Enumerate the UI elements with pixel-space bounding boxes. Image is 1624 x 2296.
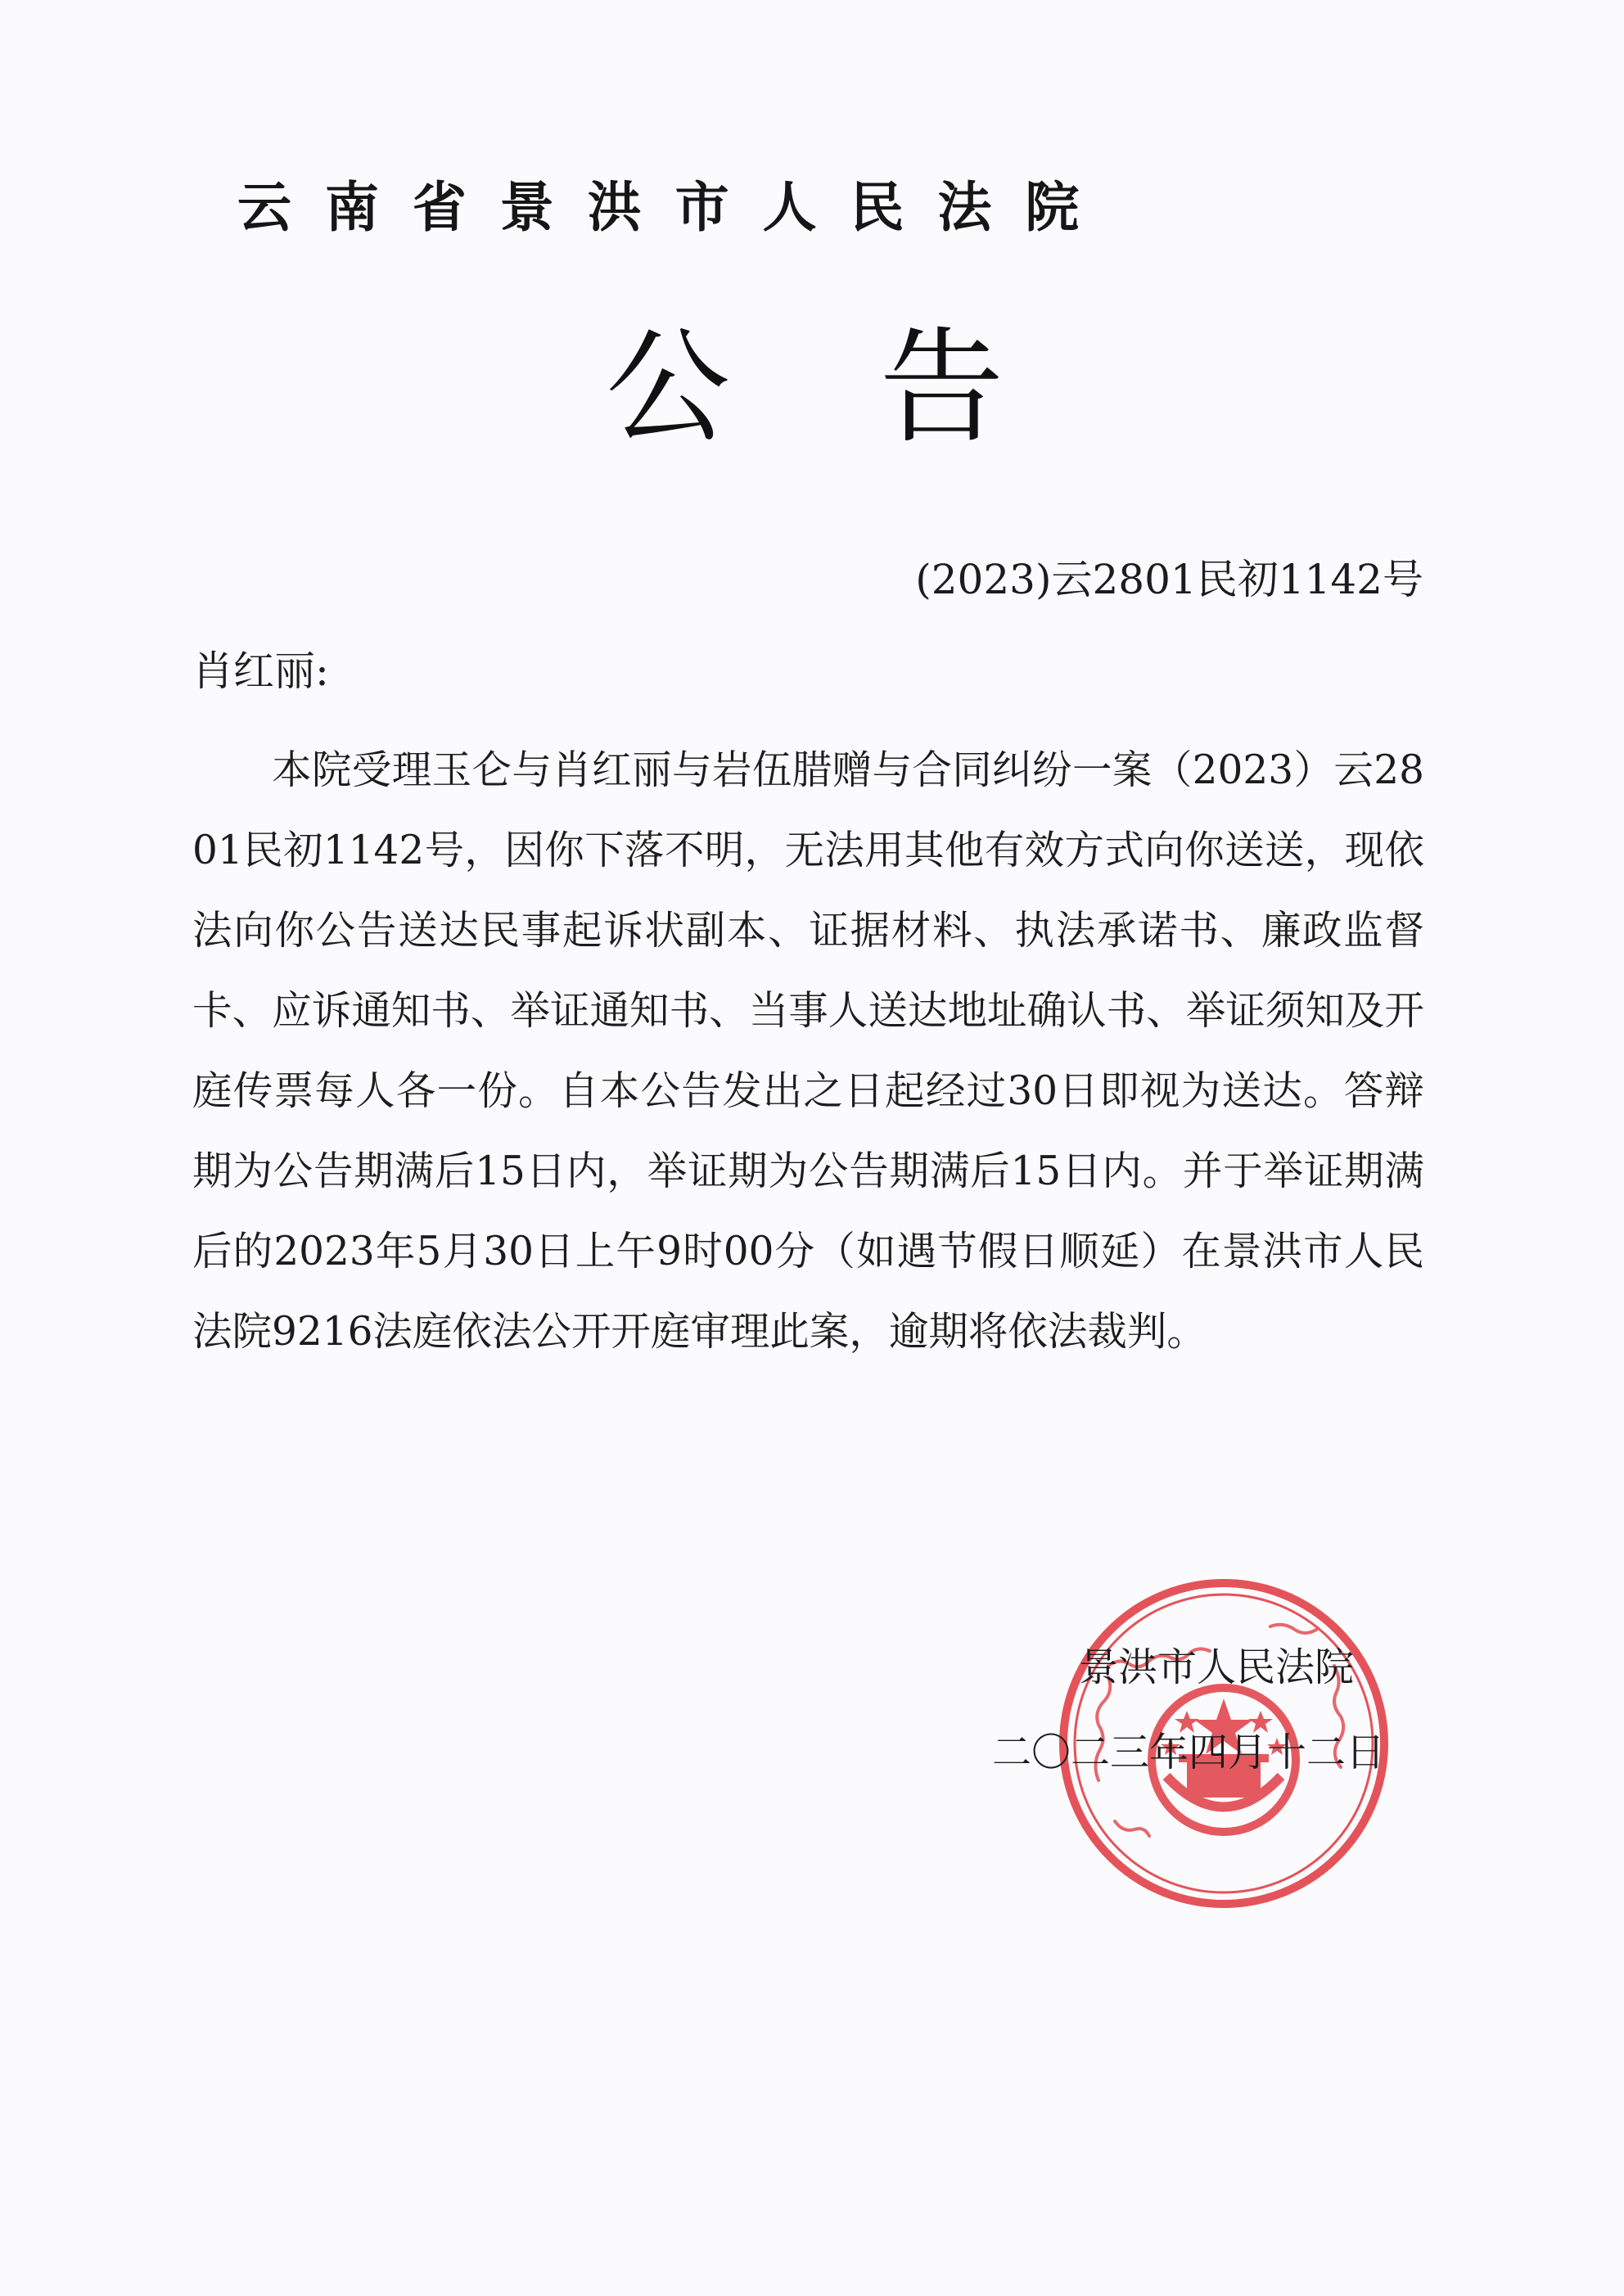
notice-title: 公告 [606,315,1153,460]
notice-body: 本院受理玉仑与肖红丽与岩伍腊赠与合同纠纷一案（2023）云2801民初1142号，因你下落不明，无法用其他有效方式向你送送，现依法向你公告送达民事起诉状副本、证据材料、执法承诺书、廉政监督卡、应诉通知书、举证通知书、当事人送达地址确认书、举证须知及开庭传票每人各一份。自本公告发出之日起经过30日即视为送达。答辩期为公告期满后15日内，举证期为公告期满后15日内。并于举证期满后的2023年5月30日上午9时00分（如遇节假日顺延）在景洪市人民法院9216法庭依法公开开庭审理此案，逾期将依法裁判。 [192,747,1424,1355]
addressee: 肖红丽: [192,647,329,695]
issuer-signature: 景洪市人民法院 [1079,1644,1355,1690]
case-number: (2023)云2801民初1142号 [915,556,1423,603]
issue-date: 二〇二三年四月十二日 [992,1730,1386,1775]
court-name-heading: 云南省景洪市人民法院 [237,176,1113,239]
